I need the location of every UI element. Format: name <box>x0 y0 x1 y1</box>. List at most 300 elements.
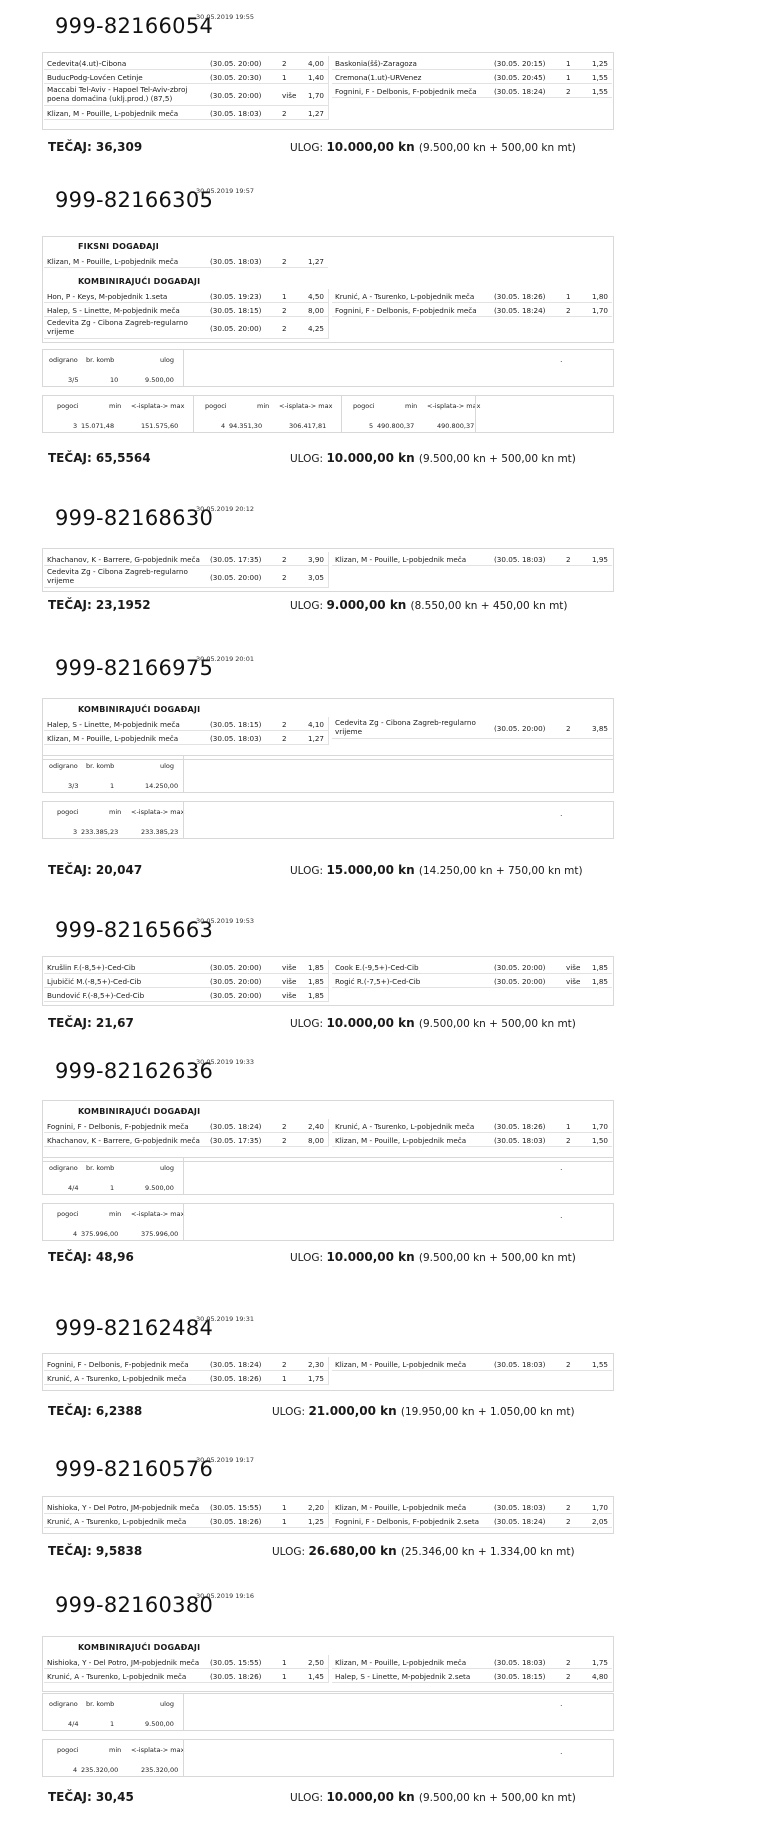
dot-mark: . <box>560 1163 563 1172</box>
payout-header-hits: pogoci <box>57 1746 79 1754</box>
event-row <box>44 317 328 339</box>
event-row <box>332 1669 612 1683</box>
stake <box>290 1790 576 1804</box>
event-tip: više <box>282 91 297 100</box>
event-tip: 2 <box>566 1136 571 1145</box>
event-name: Klizan, M - Pouille, L-pobjednik meča <box>335 1136 467 1145</box>
event-odd: 1,95 <box>591 555 608 564</box>
system-box <box>42 349 614 387</box>
stake-detail: (9.500,00 kn + 500,00 kn mt) <box>418 142 576 154</box>
event-odd: 1,55 <box>591 73 608 82</box>
event-name: Khachanov, K - Barrere, G-pobjednik meča <box>47 555 200 564</box>
event-name: Nishioka, Y - Del Potro, JM-pobjednik meča <box>47 1503 200 1512</box>
stake-value: 10.000,00 kn <box>326 1016 419 1030</box>
event-odd: 1,27 <box>307 109 324 118</box>
event-row <box>44 106 328 120</box>
system-combinations: 1 <box>110 782 115 790</box>
event-date: (30.05. 18:15) <box>210 720 262 729</box>
stake <box>272 1404 575 1418</box>
total-odds-value: 30,45 <box>95 1790 134 1804</box>
stake-label: ULOG: <box>290 1792 327 1804</box>
event-date: (30.05. 20:00) <box>210 573 262 582</box>
stake-label: ULOG: <box>290 1018 327 1030</box>
event-name: Klizan, M - Pouille, L-pobjednik meča <box>335 1360 467 1369</box>
total-odds-value: 48,96 <box>95 1250 134 1264</box>
event-row <box>332 289 612 303</box>
event-date: (30.05. 18:03) <box>494 555 546 564</box>
ticket-number: 999-82166305 <box>55 188 214 212</box>
event-name: Fognini, F - Delbonis, F-pobjednik meča <box>47 1122 189 1131</box>
event-date: (30.05. 18:26) <box>210 1374 262 1383</box>
ticket-number: 999-82160576 <box>55 1457 214 1481</box>
stake-detail: (9.500,00 kn + 500,00 kn mt) <box>418 453 576 465</box>
event-row <box>44 988 328 1002</box>
event-row <box>44 1357 328 1371</box>
total-odds <box>48 1544 142 1558</box>
payout-max: 151.575,60 <box>141 422 179 430</box>
event-date: (30.05. 18:03) <box>210 734 262 743</box>
event-odd: 2,40 <box>307 1122 324 1131</box>
system-stake: 9.500,00 <box>145 1184 174 1192</box>
total-odds <box>48 1250 134 1264</box>
payout-max: 235.320,00 <box>141 1766 179 1774</box>
stake-label: ULOG: <box>290 142 327 154</box>
payout-header-min: min <box>109 402 122 410</box>
event-tip: 2 <box>566 1658 571 1667</box>
payout-header-max: <-isplata-> max <box>131 808 185 816</box>
ticket-number: 999-82162484 <box>55 1316 214 1340</box>
event-row <box>332 1500 612 1514</box>
event-date: (30.05. 20:00) <box>210 59 262 68</box>
event-name: Hon, P - Keys, M-pobjednik 1.seta <box>47 292 168 301</box>
ticket-number: 999-82168630 <box>55 506 214 530</box>
event-tip: 1 <box>282 1503 287 1512</box>
ticket-timestamp: 30.05.2019 19:53 <box>196 917 255 925</box>
event-date: (30.05. 15:55) <box>210 1503 262 1512</box>
payout-hits: 4 <box>73 1766 78 1774</box>
event-row <box>44 303 328 317</box>
payout-divider <box>183 1204 184 1240</box>
event-row <box>332 56 612 70</box>
total-odds-label: TEČAJ: <box>48 863 96 877</box>
ticket-number: 999-82160380 <box>55 1593 214 1617</box>
event-tip: 2 <box>282 573 287 582</box>
payout-header-min: min <box>109 1746 122 1754</box>
event-row <box>332 552 612 566</box>
event-name: Cedevita Zg - Cibona Zagreb-regularno vrijeme <box>47 318 188 336</box>
event-name: Cedevita Zg - Cibona Zagreb-regularno vrijeme <box>47 567 188 585</box>
dot-mark: . <box>560 355 563 364</box>
system-divider <box>183 756 184 792</box>
combination-events-heading: KOMBINIRAJUĆI DOGAĐAJI <box>78 1643 201 1652</box>
payout-header-hits: pogoci <box>353 402 375 410</box>
event-date: (30.05. 18:24) <box>494 1517 546 1526</box>
event-date: (30.05. 15:55) <box>210 1658 262 1667</box>
stake-detail: (9.500,00 kn + 500,00 kn mt) <box>418 1792 576 1804</box>
event-name: Maccabi Tel-Aviv - Hapoel Tel-Aviv-zbroj poena domaćina (uklj.prod.) (87,5) <box>47 85 188 103</box>
event-row <box>44 56 328 70</box>
system-header-played: odigrano <box>49 356 78 364</box>
event-odd: 3,85 <box>591 724 608 733</box>
event-date: (30.05. 18:24) <box>494 87 546 96</box>
event-name: Fognini, F - Delbonis, F-pobjednik 2.seta <box>335 1517 480 1526</box>
total-odds <box>48 863 142 877</box>
column-divider <box>328 1357 329 1385</box>
event-date: (30.05. 20:00) <box>210 991 262 1000</box>
event-date: (30.05. 20:00) <box>494 977 546 986</box>
total-odds-label: TEČAJ: <box>48 140 96 154</box>
event-odd: 2,50 <box>307 1658 324 1667</box>
payout-divider <box>183 1740 184 1776</box>
event-row <box>44 1133 328 1147</box>
event-name: Krunić, A - Tsurenko, L-pobjednik meča <box>335 1122 475 1131</box>
event-row <box>44 566 328 588</box>
event-tip: 2 <box>566 1672 571 1681</box>
stake-label: ULOG: <box>272 1406 309 1418</box>
payout-min: 235.320,00 <box>81 1766 119 1774</box>
event-name: Rogić R.(-7,5+)-Ced-Cib <box>335 977 421 986</box>
event-date: (30.05. 18:24) <box>210 1360 262 1369</box>
event-name: Krunić, A - Tsurenko, L-pobjednik meča <box>47 1374 187 1383</box>
event-tip: 1 <box>282 1658 287 1667</box>
system-header-combinations: br. komb <box>86 1700 115 1708</box>
event-odd: 1,27 <box>307 734 324 743</box>
event-row <box>332 717 612 739</box>
event-date: (30.05. 20:00) <box>210 324 262 333</box>
event-odd: 1,75 <box>591 1658 608 1667</box>
column-divider <box>328 289 329 339</box>
event-odd: 1,70 <box>591 1503 608 1512</box>
event-row <box>332 960 612 974</box>
event-date: (30.05. 20:45) <box>494 73 546 82</box>
event-odd: 4,50 <box>307 292 324 301</box>
total-odds-label: TEČAJ: <box>48 598 96 612</box>
event-name: Krušlin F.(-8,5+)-Ced-Cib <box>47 963 136 972</box>
stake <box>290 1016 576 1030</box>
payout-hits: 3 <box>73 422 78 430</box>
payout-header-min: min <box>109 808 122 816</box>
event-date: (30.05. 18:03) <box>210 257 262 266</box>
event-odd: 1,25 <box>307 1517 324 1526</box>
system-played: 3/3 <box>68 782 79 790</box>
total-odds <box>48 1016 134 1030</box>
total-odds <box>48 1404 142 1418</box>
dot-mark: . <box>560 1699 563 1708</box>
event-name: Klizan, M - Pouille, L-pobjednik meča <box>335 1503 467 1512</box>
event-date: (30.05. 18:03) <box>494 1360 546 1369</box>
payout-divider <box>183 802 184 838</box>
event-tip: 2 <box>282 1136 287 1145</box>
stake-value: 10.000,00 kn <box>326 451 419 465</box>
event-odd: 1,85 <box>307 991 324 1000</box>
event-row <box>332 1133 612 1147</box>
stake-label: ULOG: <box>272 1546 309 1558</box>
event-name: BuducPodg-Lovćen Cetinje <box>47 73 143 82</box>
payout-header-max: <-isplata-> max <box>131 1210 185 1218</box>
event-date: (30.05. 20:15) <box>494 59 546 68</box>
event-name: Klizan, M - Pouille, L-pobjednik meča <box>335 555 467 564</box>
system-box <box>42 1157 614 1195</box>
payout-header-max: <-isplata-> max <box>279 402 333 410</box>
payout-hits: 5 <box>369 422 374 430</box>
system-divider <box>183 1158 184 1194</box>
event-tip: 1 <box>566 292 571 301</box>
combination-events-heading: KOMBINIRAJUĆI DOGAĐAJI <box>78 277 201 286</box>
payout-header-max: <-isplata-> max <box>131 402 185 410</box>
stake-label: ULOG: <box>290 600 327 612</box>
event-name: Ljubičić M.(-8,5+)-Ced-Cib <box>47 977 142 986</box>
event-date: (30.05. 20:00) <box>494 724 546 733</box>
combination-events-heading: KOMBINIRAJUĆI DOGAĐAJI <box>78 705 201 714</box>
total-odds <box>48 598 151 612</box>
event-date: (30.05. 18:03) <box>494 1503 546 1512</box>
event-odd: 1,85 <box>591 963 608 972</box>
total-odds-value: 6,2388 <box>95 1404 143 1418</box>
event-row <box>44 960 328 974</box>
event-row <box>332 1655 612 1669</box>
event-date: (30.05. 20:00) <box>210 963 262 972</box>
system-stake: 14.250,00 <box>145 782 179 790</box>
event-row <box>44 70 328 84</box>
event-name: Fognini, F - Delbonis, F-pobjednik meča <box>47 1360 189 1369</box>
event-date: (30.05. 18:24) <box>494 306 546 315</box>
event-date: (30.05. 20:00) <box>494 963 546 972</box>
ticket-number: 999-82162636 <box>55 1059 214 1083</box>
system-divider <box>183 350 184 386</box>
event-odd: 1,50 <box>591 1136 608 1145</box>
event-row <box>44 731 328 745</box>
event-tip: 2 <box>566 87 571 96</box>
payout-header-min: min <box>405 402 418 410</box>
payout-header-max: <-isplata-> max <box>131 1746 185 1754</box>
event-odd: 8,00 <box>307 306 324 315</box>
stake-detail: (25.346,00 kn + 1.334,00 kn mt) <box>400 1546 575 1558</box>
total-odds-label: TEČAJ: <box>48 1250 96 1264</box>
event-date: (30.05. 18:03) <box>210 109 262 118</box>
column-divider <box>328 1500 329 1528</box>
system-header-combinations: br. komb <box>86 356 115 364</box>
event-name: Krunić, A - Tsurenko, L-pobjednik meča <box>47 1672 187 1681</box>
payout-box <box>42 801 614 839</box>
dot-mark: . <box>560 1747 563 1756</box>
event-tip: 2 <box>282 324 287 333</box>
ticket-timestamp: 30.05.2019 19:33 <box>196 1058 255 1066</box>
system-header-combinations: br. komb <box>86 1164 115 1172</box>
event-row <box>44 1371 328 1385</box>
event-date: (30.05. 20:30) <box>210 73 262 82</box>
payout-min: 375.996,00 <box>81 1230 119 1238</box>
event-odd: 2,20 <box>307 1503 324 1512</box>
ticket-timestamp: 30.05.2019 19:17 <box>196 1456 255 1464</box>
stake <box>290 598 568 612</box>
event-name: Halep, S - Linette, M-pobjednik meča <box>47 720 180 729</box>
event-tip: 1 <box>282 1374 287 1383</box>
event-odd: 1,45 <box>307 1672 324 1681</box>
event-odd: 1,70 <box>307 91 324 100</box>
event-odd: 3,05 <box>307 573 324 582</box>
stake-detail: (19.950,00 kn + 1.050,00 kn mt) <box>400 1406 575 1418</box>
stake-value: 21.000,00 kn <box>308 1404 401 1418</box>
payout-header-hits: pogoci <box>205 402 227 410</box>
system-combinations: 1 <box>110 1184 115 1192</box>
event-name: Halep, S - Linette, M-pobjednik meča <box>47 306 180 315</box>
payout-max: 375.996,00 <box>141 1230 179 1238</box>
event-row <box>332 303 612 317</box>
event-date: (30.05. 17:35) <box>210 1136 262 1145</box>
event-date: (30.05. 18:03) <box>494 1658 546 1667</box>
event-odd: 4,25 <box>307 324 324 333</box>
event-row <box>44 974 328 988</box>
event-odd: 1,25 <box>591 59 608 68</box>
fixed-events-heading: FIKSNI DOGAĐAJI <box>78 242 159 251</box>
event-tip: 2 <box>282 720 287 729</box>
event-odd: 4,00 <box>307 59 324 68</box>
total-odds-value: 20,047 <box>95 863 143 877</box>
event-name: Cedevita Zg - Cibona Zagreb-regularno vrijeme <box>335 718 476 736</box>
event-tip: 2 <box>282 306 287 315</box>
total-odds-label: TEČAJ: <box>48 1404 96 1418</box>
event-odd: 1,27 <box>307 257 324 266</box>
event-odd: 1,85 <box>591 977 608 986</box>
event-tip: 2 <box>282 1360 287 1369</box>
event-row <box>332 70 612 84</box>
stake-detail: (14.250,00 kn + 750,00 kn mt) <box>418 865 583 877</box>
stake-value: 10.000,00 kn <box>326 1790 419 1804</box>
stake-label: ULOG: <box>290 865 327 877</box>
event-tip: više <box>566 977 581 986</box>
ticket-number: 999-82165663 <box>55 918 214 942</box>
stake <box>272 1544 575 1558</box>
payout-divider <box>193 396 194 432</box>
event-row <box>44 289 328 303</box>
event-row <box>332 1514 612 1528</box>
event-row <box>332 1357 612 1371</box>
event-tip: 2 <box>566 555 571 564</box>
event-tip: više <box>566 963 581 972</box>
payout-hits: 4 <box>73 1230 78 1238</box>
event-name: Halep, S - Linette, M-pobjednik 2.seta <box>335 1672 471 1681</box>
total-odds-label: TEČAJ: <box>48 1544 96 1558</box>
event-odd: 4,80 <box>591 1672 608 1681</box>
total-odds-label: TEČAJ: <box>48 451 96 465</box>
total-odds-value: 36,309 <box>95 140 143 154</box>
event-date: (30.05. 18:26) <box>210 1672 262 1681</box>
stake <box>290 1250 576 1264</box>
column-divider <box>328 960 329 1002</box>
system-played: 3/5 <box>68 376 79 384</box>
stake <box>290 451 576 465</box>
stake-label: ULOG: <box>290 1252 327 1264</box>
system-header-played: odigrano <box>49 762 78 770</box>
event-tip: 1 <box>282 292 287 301</box>
event-name: Krunić, A - Tsurenko, L-pobjednik meča <box>335 292 475 301</box>
stake-value: 15.000,00 kn <box>326 863 419 877</box>
event-date: (30.05. 18:15) <box>210 306 262 315</box>
total-odds <box>48 140 142 154</box>
total-odds-value: 65,5564 <box>95 451 151 465</box>
event-name: Fognini, F - Delbonis, F-pobjednik meča <box>335 87 477 96</box>
event-odd: 1,85 <box>307 977 324 986</box>
payout-min: 15.071,48 <box>81 422 115 430</box>
stake-label: ULOG: <box>290 453 327 465</box>
event-date: (30.05. 18:15) <box>494 1672 546 1681</box>
total-odds <box>48 451 151 465</box>
event-date: (30.05. 20:00) <box>210 91 262 100</box>
event-tip: 1 <box>566 59 571 68</box>
event-odd: 1,40 <box>307 73 324 82</box>
event-odd: 4,10 <box>307 720 324 729</box>
event-row <box>44 254 328 268</box>
column-divider <box>328 1119 329 1147</box>
system-combinations: 10 <box>110 376 119 384</box>
total-odds-value: 9,5838 <box>95 1544 143 1558</box>
event-tip: 1 <box>566 73 571 82</box>
event-date: (30.05. 18:24) <box>210 1122 262 1131</box>
event-row <box>44 1500 328 1514</box>
event-date: (30.05. 18:26) <box>494 1122 546 1131</box>
total-odds-value: 21,67 <box>95 1016 134 1030</box>
payout-min: 490.800,37 <box>377 422 415 430</box>
payout-header-hits: pogoci <box>57 1210 79 1218</box>
event-tip: 1 <box>282 1672 287 1681</box>
event-name: Krunić, A - Tsurenko, L-pobjednik meča <box>47 1517 187 1526</box>
event-date: (30.05. 19:23) <box>210 292 262 301</box>
event-date: (30.05. 20:00) <box>210 977 262 986</box>
stake-detail: (9.500,00 kn + 500,00 kn mt) <box>418 1252 576 1264</box>
system-box <box>42 755 614 793</box>
event-odd: 1,70 <box>591 1122 608 1131</box>
event-odd: 2,30 <box>307 1360 324 1369</box>
event-name: Nishioka, Y - Del Potro, JM-pobjednik meča <box>47 1658 200 1667</box>
event-row <box>44 552 328 566</box>
column-divider <box>328 552 329 588</box>
system-stake: 9.500,00 <box>145 376 174 384</box>
total-odds-label: TEČAJ: <box>48 1790 96 1804</box>
system-header-combinations: br. komb <box>86 762 115 770</box>
event-odd: 1,85 <box>307 963 324 972</box>
event-tip: 2 <box>282 1122 287 1131</box>
total-odds-value: 23,1952 <box>95 598 151 612</box>
payout-hits: 4 <box>221 422 226 430</box>
event-name: Baskonia(šš)-Zaragoza <box>335 59 417 68</box>
payout-header-min: min <box>109 1210 122 1218</box>
stake <box>290 863 583 877</box>
system-header-stake: ulog <box>160 1164 175 1172</box>
ticket-timestamp: 30.05.2019 20:01 <box>196 655 255 663</box>
stake <box>290 140 576 154</box>
event-tip: 1 <box>282 1517 287 1526</box>
stake-value: 9.000,00 kn <box>326 598 411 612</box>
event-date: (30.05. 18:26) <box>210 1517 262 1526</box>
system-box <box>42 1693 614 1731</box>
event-tip: 2 <box>566 1360 571 1369</box>
stake-value: 10.000,00 kn <box>326 140 419 154</box>
event-tip: 2 <box>566 1503 571 1512</box>
event-name: Klizan, M - Pouille, L-pobjednik meča <box>335 1658 467 1667</box>
payout-max: 306.417,81 <box>289 422 327 430</box>
event-row <box>44 84 328 106</box>
event-name: Klizan, M - Pouille, L-pobjednik meča <box>47 257 179 266</box>
system-combinations: 1 <box>110 1720 115 1728</box>
payout-divider <box>475 396 476 432</box>
event-name: Fognini, F - Delbonis, F-pobjednik meča <box>335 306 477 315</box>
event-tip: 2 <box>566 306 571 315</box>
combination-events-heading: KOMBINIRAJUĆI DOGAĐAJI <box>78 1107 201 1116</box>
payout-max: 490.800,37 <box>437 422 475 430</box>
event-odd: 1,75 <box>307 1374 324 1383</box>
payout-header-min: min <box>257 402 270 410</box>
ticket-number: 999-82166054 <box>55 14 214 38</box>
